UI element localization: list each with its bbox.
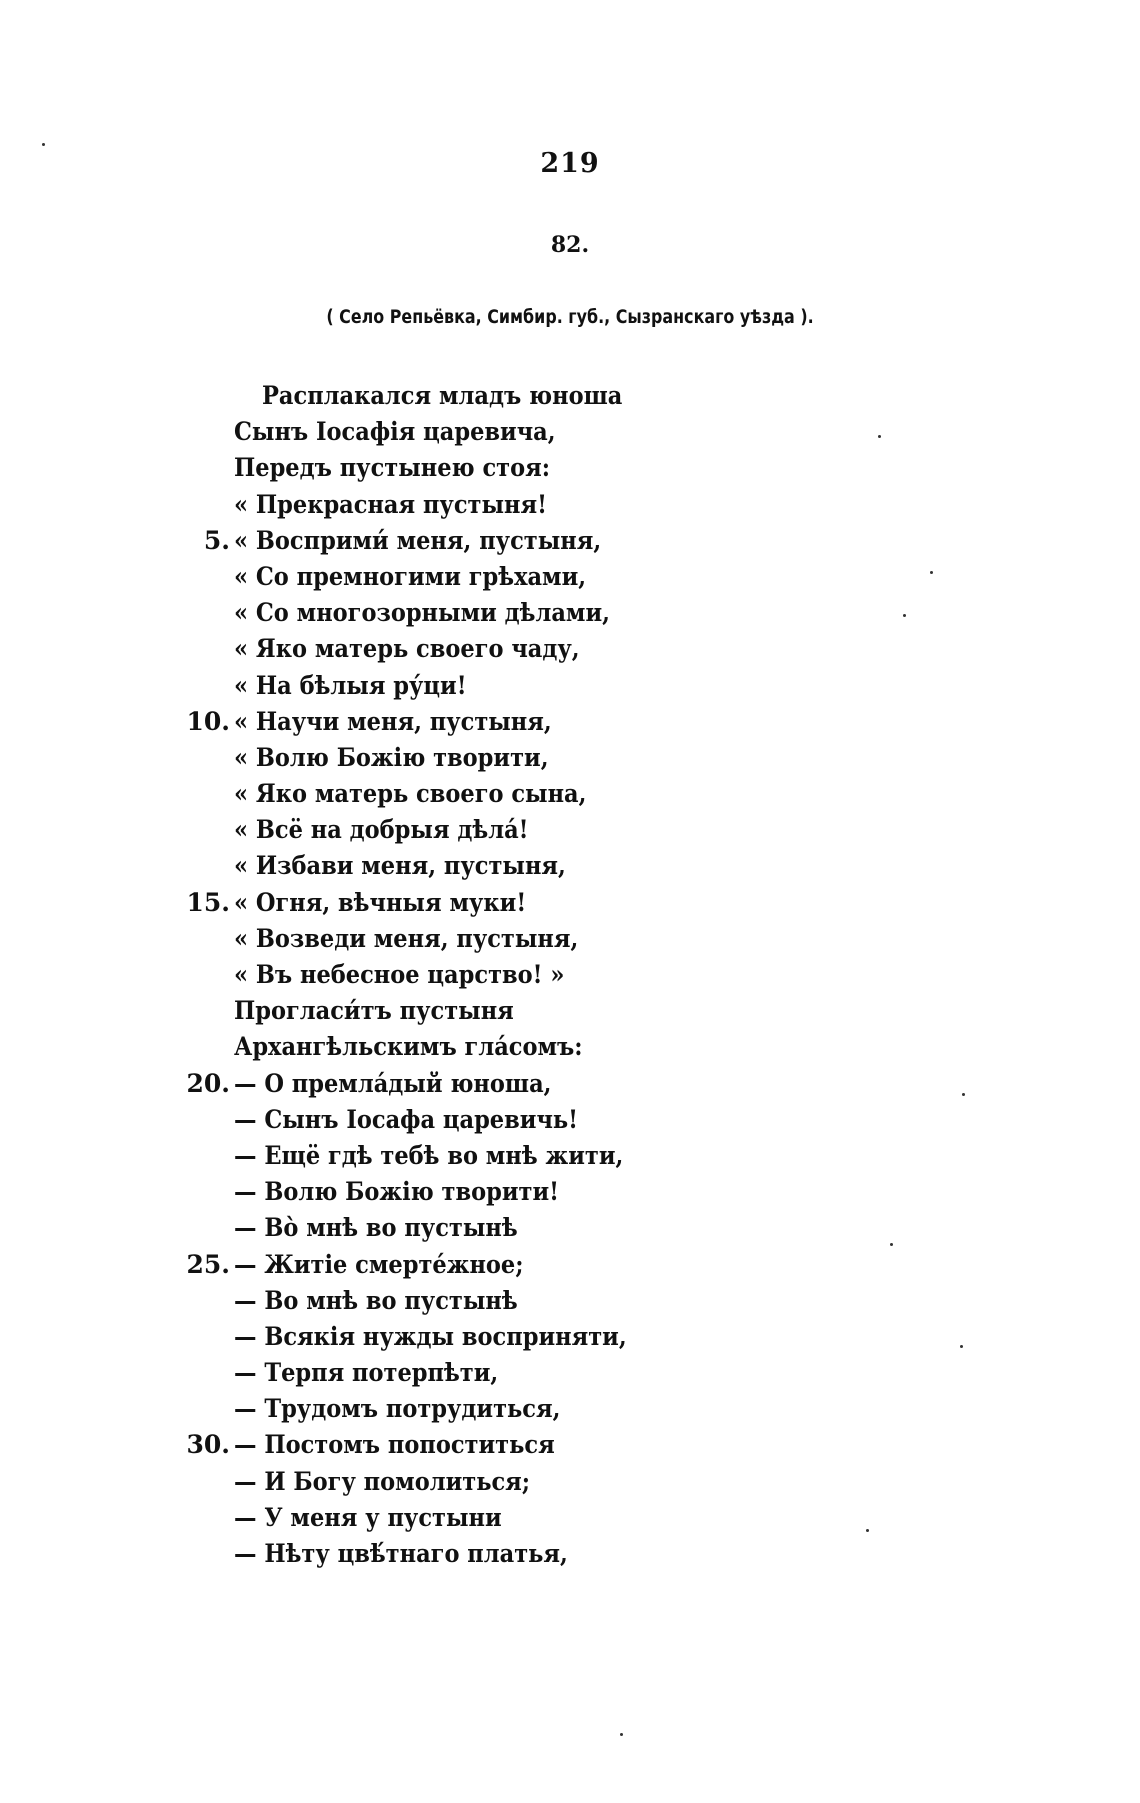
verse-text: — Терпя потерпѣти, bbox=[234, 1358, 499, 1388]
verse-line bbox=[0, 1247, 1140, 1283]
scan-speck bbox=[878, 435, 881, 438]
verse-line bbox=[0, 885, 1140, 921]
verse-text: — Нѣту цвѣ́тнаго платья, bbox=[234, 1539, 568, 1568]
verse-text: « Возведи меня, пустыня, bbox=[234, 923, 579, 953]
verse-text: « Прекрасная пустыня! bbox=[234, 489, 548, 519]
verse-line bbox=[0, 1427, 1140, 1463]
verse-line bbox=[0, 993, 1140, 1029]
verse-text: — Житіе смерте́жное; bbox=[234, 1249, 524, 1279]
verse-line bbox=[0, 812, 1140, 848]
verse-text: « Яко матерь своего чаду, bbox=[234, 634, 580, 664]
verse-text: « На бѣлыя ру́ци! bbox=[234, 670, 467, 700]
verse-line bbox=[0, 378, 1140, 414]
verse-line bbox=[0, 1391, 1140, 1427]
verse-line bbox=[0, 1174, 1140, 1210]
verse-text: — Сынъ Іосафа царевичь! bbox=[234, 1104, 579, 1134]
verse-line bbox=[0, 1464, 1140, 1500]
verse-line bbox=[0, 1102, 1140, 1138]
verse-text: « Яко матерь своего сына, bbox=[234, 779, 587, 809]
verse-text: Передъ пустынею стоя: bbox=[234, 453, 551, 483]
verse-text: — У меня у пустыни bbox=[234, 1502, 502, 1532]
page-number: 219 bbox=[540, 148, 600, 179]
verse-line bbox=[0, 1138, 1140, 1174]
verse-text: Расплакался младъ юноша bbox=[262, 381, 623, 410]
verse-line bbox=[0, 631, 1140, 667]
verse-text: « Научи меня, пустыня, bbox=[234, 706, 552, 736]
verse-line bbox=[0, 776, 1140, 812]
verse-text: « Волю Божію творити, bbox=[234, 742, 549, 772]
verse-text: — Во мнѣ во пустынѣ bbox=[234, 1285, 518, 1315]
verse-text: — Всякія нужды восприняти, bbox=[234, 1321, 627, 1351]
verse-line bbox=[0, 668, 1140, 704]
scan-speck bbox=[960, 1345, 963, 1348]
verse-line bbox=[0, 957, 1140, 993]
source-note: ( Село Репьёвка, Симбир. губ., Сызранскаго уѣзда ). bbox=[326, 307, 814, 328]
poem-number: 82. bbox=[550, 232, 590, 258]
verse-line bbox=[0, 1319, 1140, 1355]
verse-line bbox=[0, 523, 1140, 559]
verse-text: — О премла́дый юноша, bbox=[234, 1068, 552, 1098]
scan-speck bbox=[866, 1529, 869, 1532]
line-number: 25. bbox=[186, 1249, 230, 1279]
line-number: 15. bbox=[186, 887, 230, 917]
verse-line bbox=[0, 1355, 1140, 1391]
verse-line bbox=[0, 1283, 1140, 1319]
scan-speck bbox=[42, 143, 45, 146]
verse-text: « Въ небесное царство! » bbox=[234, 960, 565, 989]
verse-text: — Во̀ мнѣ во пустынѣ bbox=[234, 1213, 518, 1243]
verse-line bbox=[0, 740, 1140, 776]
verse-text: — Ещё гдѣ тебѣ во мнѣ жити, bbox=[234, 1140, 624, 1170]
verse-text: « Восприми́ меня, пустыня, bbox=[234, 525, 602, 555]
verse-text: « Огня, вѣчныя муки! bbox=[234, 887, 527, 917]
verse-text: — Постомъ попоститься bbox=[234, 1430, 555, 1460]
scan-speck bbox=[962, 1093, 965, 1096]
line-number: 5. bbox=[203, 525, 230, 555]
verse-line bbox=[0, 704, 1140, 740]
line-number: 30. bbox=[186, 1430, 230, 1460]
verse-text: « Избави меня, пустыня, bbox=[234, 851, 566, 881]
verse-text: « Со многозорными дѣлами, bbox=[234, 598, 610, 628]
scan-speck bbox=[930, 571, 933, 574]
line-number: 20. bbox=[186, 1068, 230, 1098]
verse-text: « Со премногими грѣхами, bbox=[234, 561, 587, 591]
verse-text: Прогласи́тъ пустыня bbox=[234, 996, 514, 1026]
verse-line bbox=[0, 1210, 1140, 1246]
scan-speck bbox=[890, 1243, 893, 1246]
verse-line bbox=[0, 1536, 1140, 1572]
verse-line bbox=[0, 1066, 1140, 1102]
scan-speck bbox=[903, 614, 906, 617]
poem-verses bbox=[0, 378, 1140, 1572]
verse-text: Сынъ Іосафія царевича, bbox=[234, 417, 556, 447]
verse-line bbox=[0, 487, 1140, 523]
verse-text: « Всё на добрыя дѣла́! bbox=[234, 815, 529, 845]
verse-line bbox=[0, 848, 1140, 884]
verse-line bbox=[0, 595, 1140, 631]
verse-line bbox=[0, 1500, 1140, 1536]
verse-line bbox=[0, 921, 1140, 957]
verse-line bbox=[0, 559, 1140, 595]
verse-text: — Волю Божію творити! bbox=[234, 1177, 560, 1207]
scan-speck bbox=[620, 1733, 623, 1736]
verse-line bbox=[0, 414, 1140, 450]
line-number: 10. bbox=[186, 706, 230, 736]
verse-line bbox=[0, 1029, 1140, 1065]
verse-line bbox=[0, 450, 1140, 486]
verse-text: Архангѣльскимъ гла́сомъ: bbox=[234, 1032, 583, 1062]
verse-text: — Трудомъ потрудиться, bbox=[234, 1394, 561, 1424]
verse-text: — И Богу помолиться; bbox=[234, 1466, 531, 1496]
